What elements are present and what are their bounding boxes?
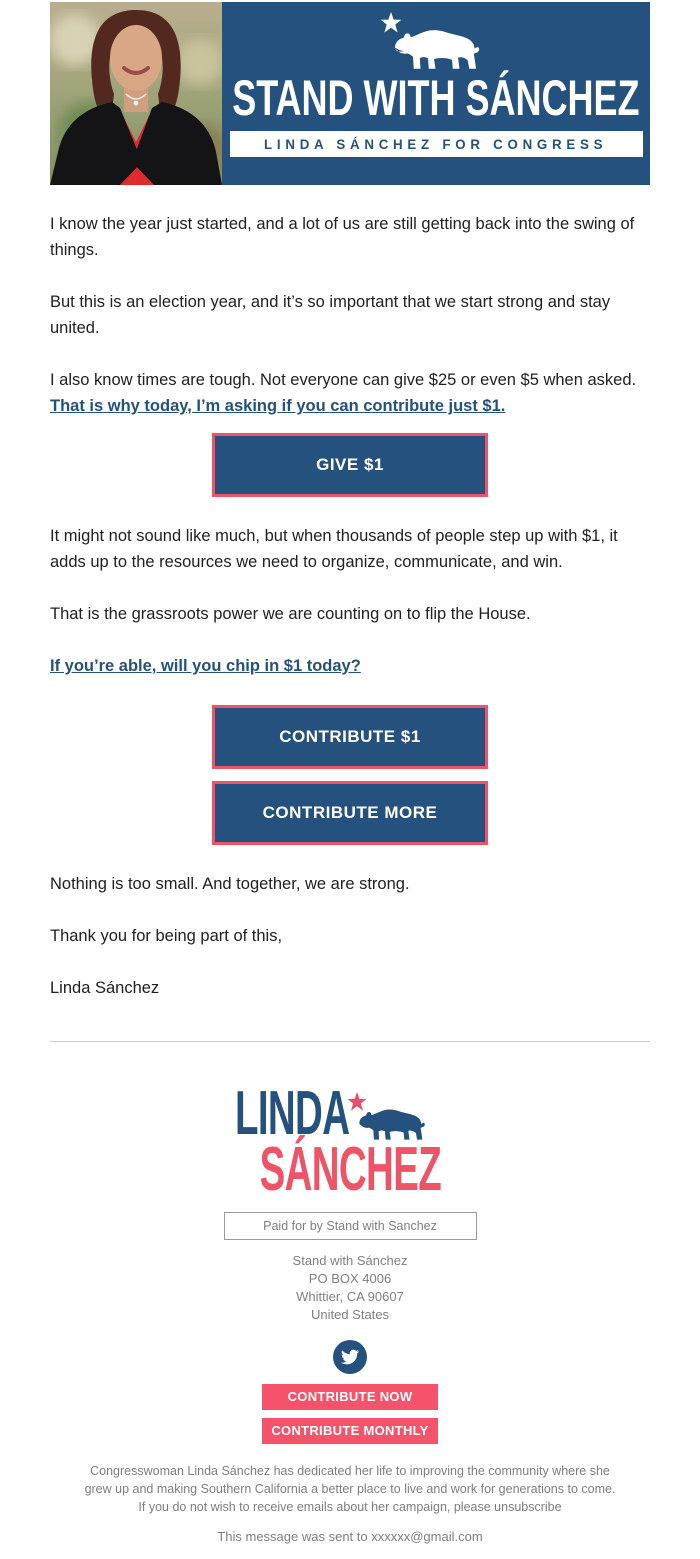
header-banner <box>50 2 650 185</box>
paid-for-disclaimer-box: Paid for by Stand with Sanchez <box>224 1212 477 1240</box>
footer-logo-linda: LINDA <box>235 1079 350 1148</box>
social-links <box>50 1340 650 1374</box>
twitter-icon[interactable] <box>333 1340 367 1374</box>
paragraph-2: But this is an election year, and it’s so important that we start strong and stay united. <box>50 293 611 337</box>
address-line-2: PO BOX 4006 <box>308 1271 392 1286</box>
email-copy <box>50 211 650 419</box>
paragraph-4: It might not sound like much, but when thousands of people step up with $1, it adds up to the resources we need to organize, communicate, and win. <box>50 527 618 571</box>
paragraph-7: Thank you for being part of this, <box>50 927 283 945</box>
candidate-photo-illustration <box>50 2 222 185</box>
contribute-more-button-row <box>50 781 650 845</box>
email-copy-3 <box>50 871 650 1001</box>
disclaimer-text: Congresswoman Linda Sánchez has dedicated her life to improving the community where she grew up and making Southern California a better place to live and work for generations to come. If you do not wish to receive emails about her campaign, please <box>84 1464 616 1514</box>
contribute-now-button[interactable]: CONTRIBUTE NOW <box>262 1384 438 1410</box>
sent-to-notice: This message was sent to xxxxxx@gmail.com <box>217 1529 483 1544</box>
address-line-1: Stand with Sánchez <box>292 1253 408 1268</box>
footer-disclaimer <box>80 1462 620 1516</box>
paragraph-1: I know the year just started, and a lot of us are still getting back into the swing of things. <box>50 215 635 259</box>
give-1-dollar-button[interactable]: GIVE $1 <box>212 433 488 497</box>
header-brand-panel <box>222 2 650 185</box>
chip-in-1-dollar-link[interactable]: If you’re able, will you chip in $1 today? <box>50 657 361 675</box>
contribute-monthly-button[interactable]: CONTRIBUTE MONTHLY <box>262 1418 438 1444</box>
twitter-bird-glyph <box>341 1348 359 1366</box>
email-body <box>50 0 650 1544</box>
contribute-1-dollar-link[interactable]: That is why today, I’m asking if you can contribute just $1. <box>50 397 506 415</box>
paragraph-3 <box>50 367 650 419</box>
footer-logo-top <box>235 1079 465 1148</box>
email-copy-2 <box>50 523 650 627</box>
header-title: STAND WITH SÁNCHEZ <box>232 70 640 126</box>
contribute-1-dollar-button[interactable]: CONTRIBUTE $1 <box>212 705 488 769</box>
paragraph-6: Nothing is too small. And together, we are strong. <box>50 875 410 893</box>
header-bear-block <box>384 12 488 72</box>
california-bear-icon <box>392 26 482 74</box>
candidate-photo <box>50 2 222 185</box>
divider <box>50 1041 650 1042</box>
signature: Linda Sánchez <box>50 979 160 997</box>
address-line-4: United States <box>310 1307 390 1322</box>
paragraph-5: That is the grassroots power we are counting on to flip the House. <box>50 605 531 623</box>
give-button-row <box>50 433 650 497</box>
header-subtitle: LINDA SÁNCHEZ FOR CONGRESS <box>264 136 608 152</box>
mailing-address <box>50 1252 650 1324</box>
footer-logo <box>50 1079 650 1204</box>
contribute-1-button-row <box>50 705 650 769</box>
contribute-more-button[interactable]: CONTRIBUTE MORE <box>212 781 488 845</box>
unsubscribe-link[interactable]: unsubscribe <box>494 1500 562 1514</box>
chip-in-link-row <box>50 653 650 679</box>
paragraph-3-text: I also know times are tough. Not everyone can give $25 or even $5 when asked. <box>50 371 637 389</box>
header-subtitle-bar <box>230 131 643 157</box>
address-line-3: Whittier, CA 90607 <box>296 1289 404 1304</box>
footer-logo-sanchez: SÁNCHEZ <box>259 1135 441 1204</box>
